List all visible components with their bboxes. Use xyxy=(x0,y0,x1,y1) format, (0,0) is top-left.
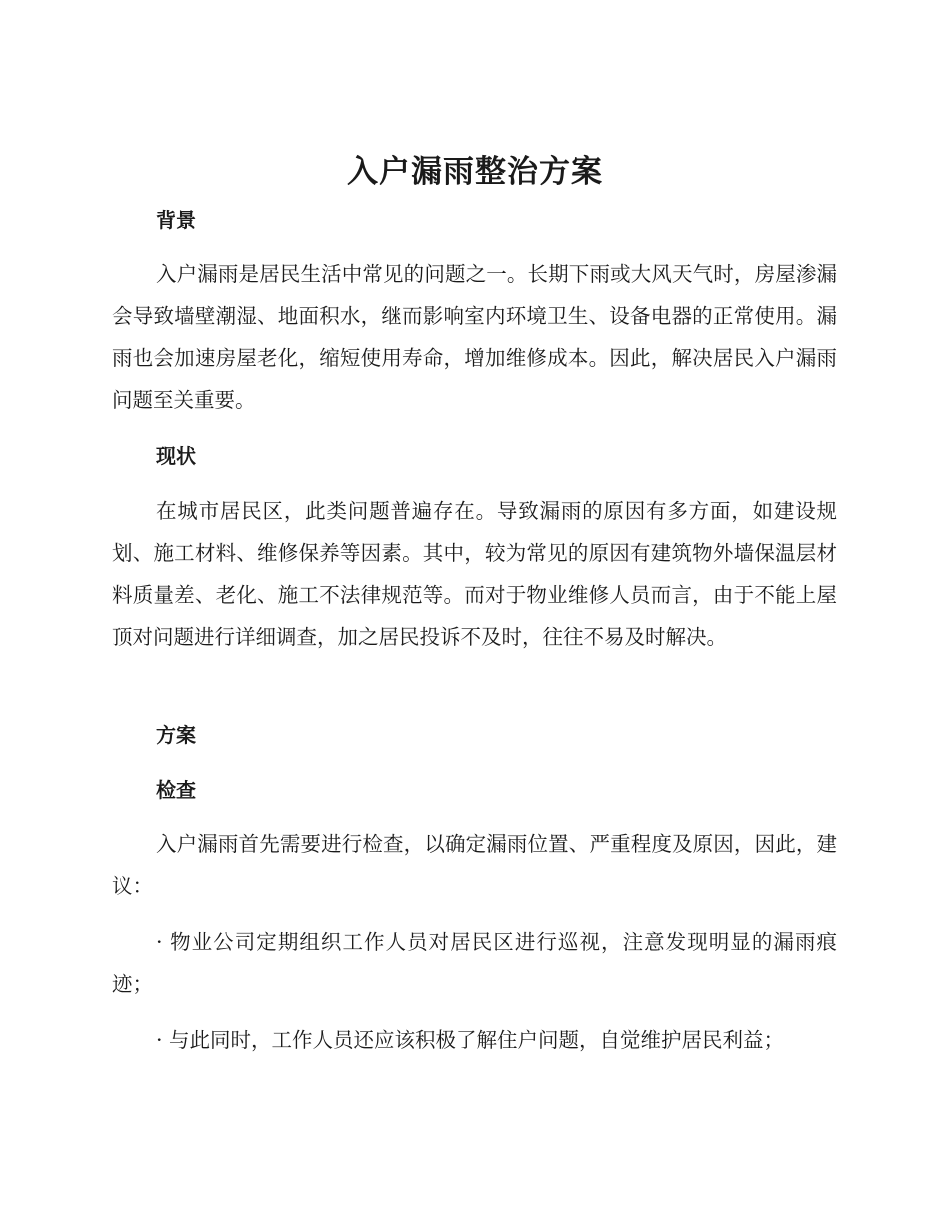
paragraph-background: 入户漏雨是居民生活中常见的问题之一。长期下雨或大风天气时，房屋渗漏会导致墙壁潮湿、地面积水，继而影响室内环境卫生、设备电器的正常使用。漏雨也会加速房屋老化，缩短使用寿命，增加维修成本。因此，解决居民入户漏雨问题至关重要。 xyxy=(112,262,837,412)
bullet-item-2: · 与此同时，工作人员还应该积极了解住户问题，自觉维护居民利益； xyxy=(156,1028,785,1052)
section-heading-status: 现状 xyxy=(156,444,196,468)
bullet-item-1: · 物业公司定期组织工作人员对居民区进行巡视，注意发现明显的漏雨痕迹； xyxy=(112,930,837,996)
paragraph-status: 在城市居民区，此类问题普遍存在。导致漏雨的原因有多方面，如建设规划、施工材料、维修保养等因素。其中，较为常见的原因有建筑物外墙保温层材料质量差、老化、施工不法律规范等。而对于物业维修人员而言，由于不能上屋顶对问题进行详细调查，加之居民投诉不及时，往往不易及时解决。 xyxy=(112,499,837,649)
document-title: 入户漏雨整治方案 xyxy=(347,154,603,190)
section-heading-background: 背景 xyxy=(156,208,196,232)
section-heading-plan: 方案 xyxy=(156,723,196,747)
section-heading-inspection: 检查 xyxy=(156,778,196,802)
paragraph-inspection: 入户漏雨首先需要进行检查，以确定漏雨位置、严重程度及原因，因此，建议： xyxy=(112,832,837,898)
